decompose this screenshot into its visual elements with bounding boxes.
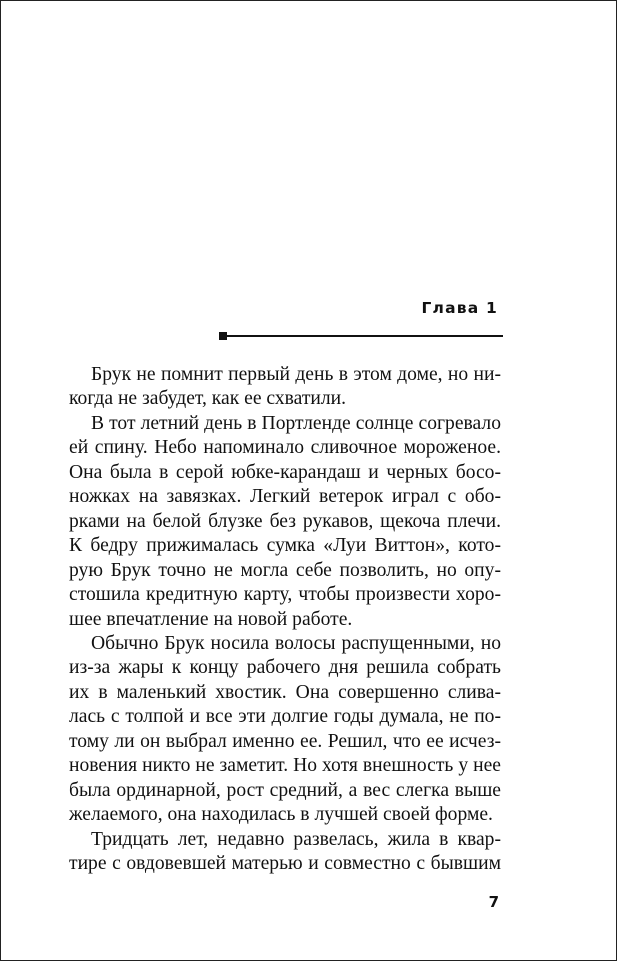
text-line: тире с овдовевшей матерью и совместно с бывшим [69, 853, 501, 875]
text-line: рую Брук точно не могла себе позволить, но опу- [69, 559, 501, 581]
text-line: рками на белой блузке без рукавов, щекоча плечи. [69, 510, 501, 532]
text-line: Тридцать лет, недавно развелась, жила в квар- [91, 828, 501, 850]
text-line: ей спину. Небо напоминало сливочное мороженое. [69, 437, 501, 459]
text-line: желаемого, она находилась в лучшей своей форме. [69, 804, 493, 826]
chapter-heading: Глава 1 [421, 299, 498, 317]
page-number: 7 [488, 893, 499, 911]
text-line: лась с толпой и все эти долгие годы думала, не по- [69, 706, 501, 728]
text-line: Обычно Брук носила волосы распущенными, но [91, 632, 501, 654]
text-line: Брук не помнит первый день в этом доме, но ни- [91, 364, 501, 385]
text-line: новения никто не заметит. Но хотя внешность у нее [69, 755, 501, 777]
text-line: когда не забудет, как ее схватили. [69, 388, 347, 410]
text-line: шее впечатление на новой работе. [69, 608, 353, 630]
chapter-rule [219, 335, 503, 337]
text-line: стошила кредитную карту, чтобы произвести хоро- [69, 584, 501, 606]
text-line: их в маленький хвостик. Она совершенно слива- [69, 681, 501, 703]
text-line: В тот летний день в Портленде солнце согревало [91, 412, 501, 434]
text-line: из-за жары к концу рабочего дня решила собрать [69, 657, 501, 679]
text-line: ножках на завязках. Легкий ветерок играл с обо- [69, 486, 501, 508]
book-page [1, 1, 616, 960]
text-line: К бедру прижималась сумка «Луи Виттон», кото- [69, 535, 501, 557]
text-line: была ординарной, рост средний, а вес слегка выше [69, 779, 501, 801]
text-line: Она была в серой юбке-карандаш и черных босо- [69, 461, 501, 483]
chapter-body-text [69, 363, 501, 877]
text-line: тому ли он выбрал именно ее. Решил, что ее исчез- [69, 730, 501, 752]
